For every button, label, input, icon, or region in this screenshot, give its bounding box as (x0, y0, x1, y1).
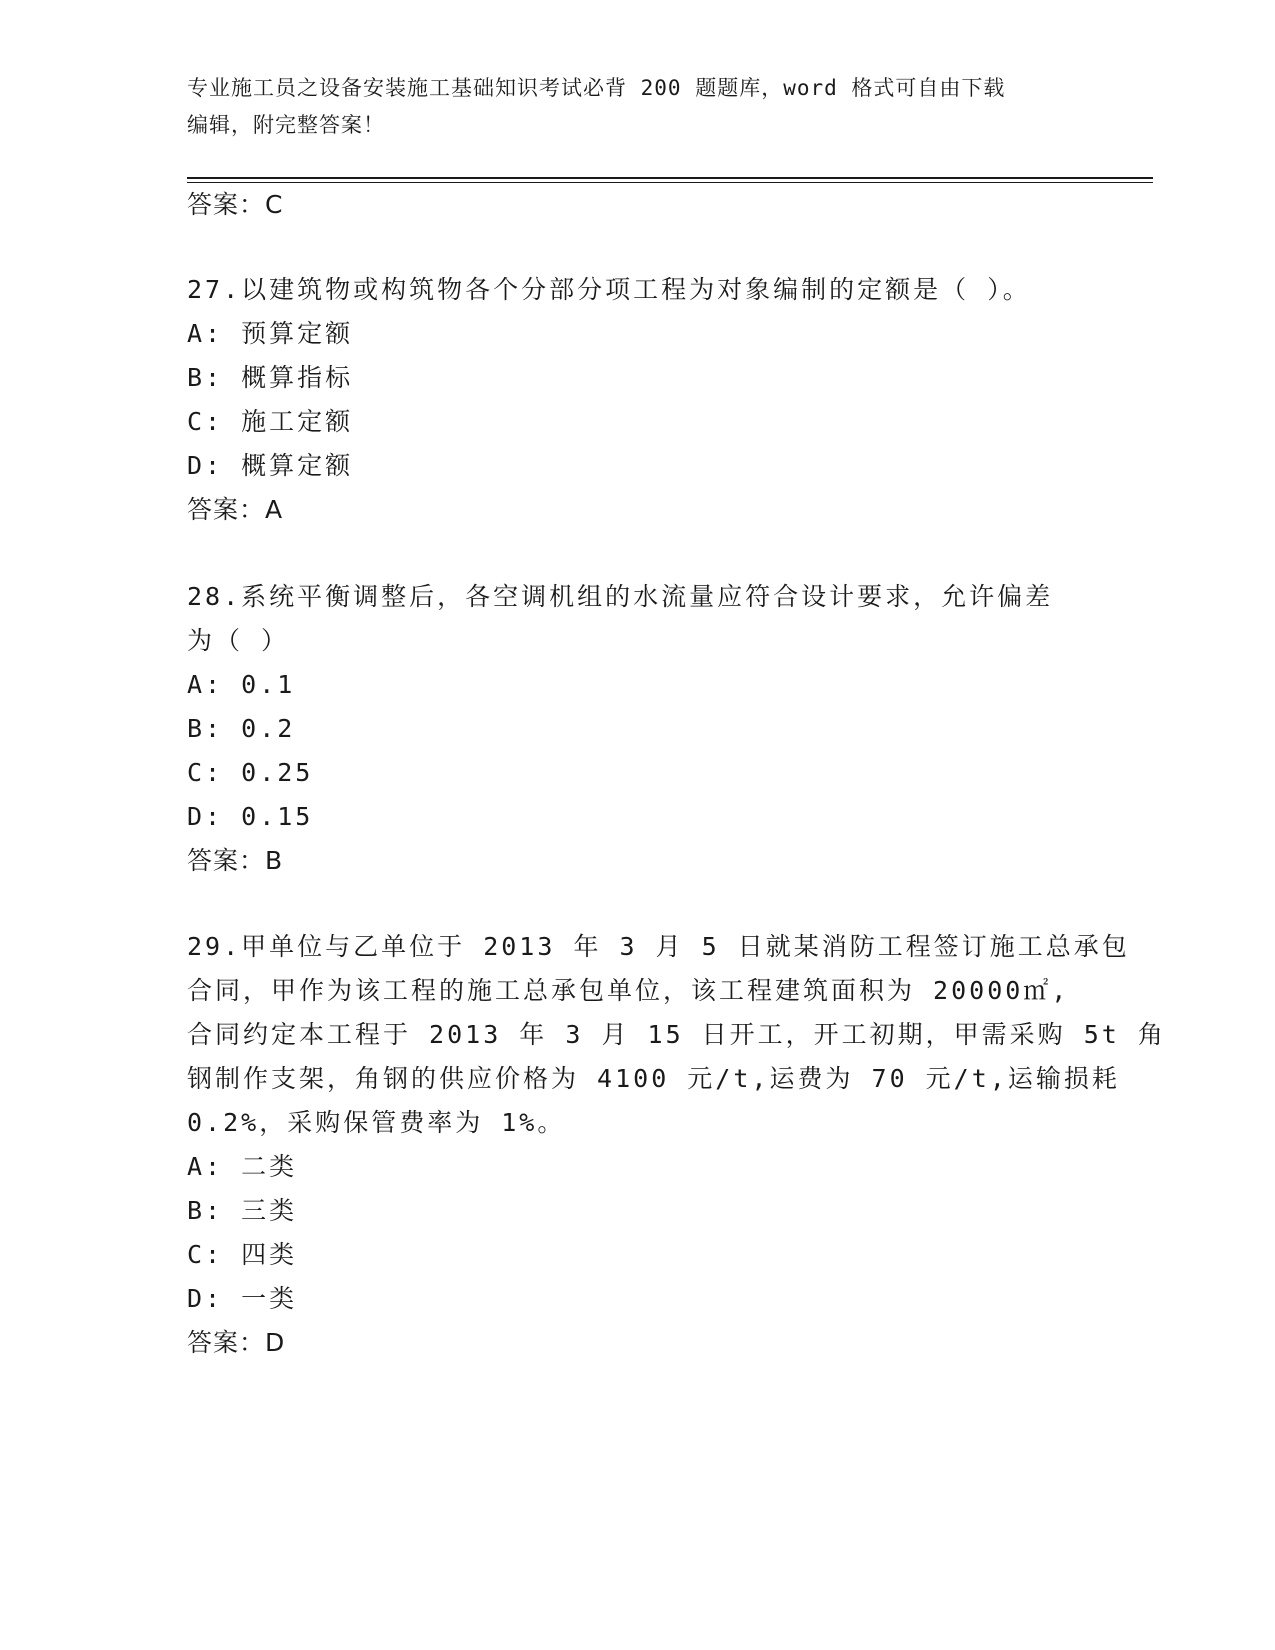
q29-option-c: C: 四类 (187, 1240, 298, 1269)
q29-option-a: A: 二类 (187, 1152, 298, 1181)
q27-option-c: C: 施工定额 (187, 407, 354, 436)
q28-option-b: B: 0.2 (187, 714, 296, 743)
q27-stem-line-1: 27.以建筑物或构筑物各个分部分项工程为对象编制的定额是（ ）。 (187, 275, 1031, 304)
q29-stem-line-3: 合同约定本工程于 2013 年 3 月 15 日开工，开工初期，甲需采购 5t 角 (187, 1020, 1166, 1049)
header-divider-thick (187, 177, 1153, 179)
q28-option-d: D: 0.15 (187, 802, 314, 831)
q28-answer: 答案：B (187, 846, 284, 875)
q28-option-c: C: 0.25 (187, 758, 314, 787)
q29-option-b: B: 三类 (187, 1196, 298, 1225)
q27-answer: 答案：A (187, 495, 284, 524)
q27-option-d: D: 概算定额 (187, 451, 354, 480)
header-line-1: 专业施工员之设备安装施工基础知识考试必背 200 题题库，word 格式可自由下载 (187, 76, 1006, 100)
q29-stem-line-1: 29.甲单位与乙单位于 2013 年 3 月 5 日就某消防工程签订施工总承包 (187, 932, 1130, 961)
q29-answer: 答案：D (187, 1328, 286, 1357)
header-divider-thin (187, 182, 1153, 183)
q28-option-a: A: 0.1 (187, 670, 296, 699)
header-line-2: 编辑，附完整答案！ (187, 113, 385, 137)
document-header (187, 70, 1087, 144)
q29-stem-line-4: 钢制作支架，角钢的供应价格为 4100 元/t,运费为 70 元/t,运输损耗 (187, 1064, 1120, 1093)
q29-option-d: D: 一类 (187, 1284, 298, 1313)
previous-answer: 答案：C (187, 190, 284, 219)
q28-stem-line-1: 28.系统平衡调整后，各空调机组的水流量应符合设计要求，允许偏差 (187, 582, 1054, 611)
q27-option-a: A: 预算定额 (187, 319, 354, 348)
q28-stem-line-2: 为（ ） (187, 626, 290, 655)
q29-stem-line-5: 0.2%，采购保管费率为 1%。 (187, 1108, 566, 1137)
q29-stem-line-2: 合同，甲作为该工程的施工总承包单位，该工程建筑面积为 20000㎡, (187, 976, 1070, 1005)
q27-option-b: B: 概算指标 (187, 363, 354, 392)
